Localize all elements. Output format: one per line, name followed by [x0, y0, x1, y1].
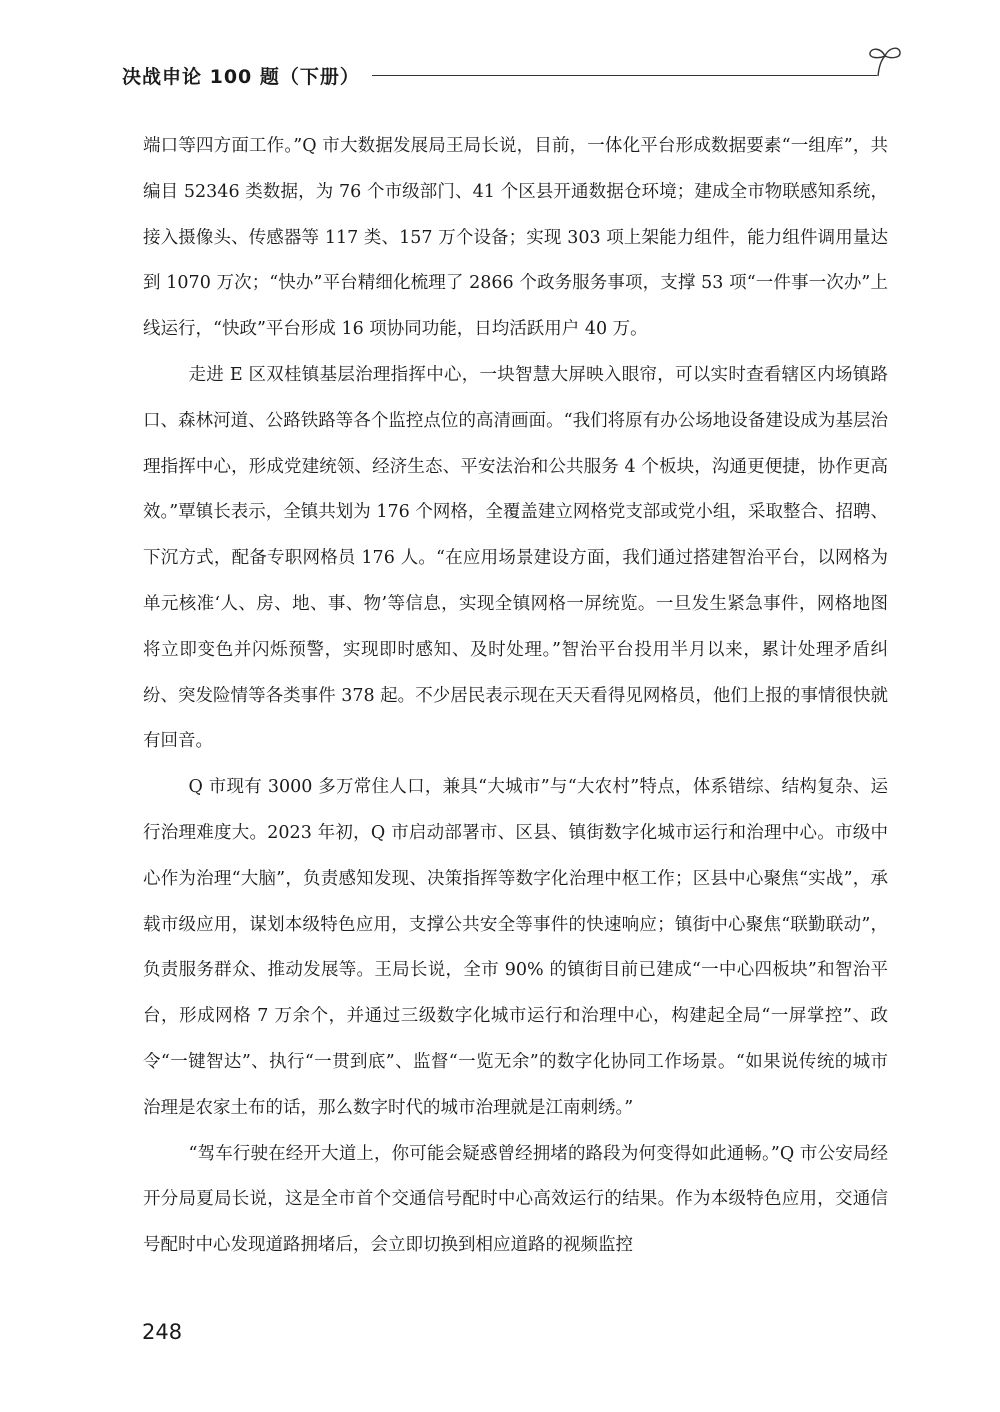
paragraph-1: 端口等四方面工作。”Q 市大数据发展局王局长说，目前，一体化平台形成数据要素“一组库”，共编目 52346 类数据，为 76 个市级部门、41 个区县开通数据仓环境；建成全市物联感知系统，接入摄像头、传感器等 117 类、157 万个设备；实现 303 项上架能力组件，能力组件调用量达到 1070 万次；“快办”平台精细化梳理了 2866 个政务服务事项，支撑 53 项“一件事一次办”上线运行，“快政”平台形成 16 项协同功能，日均活跃用户 40 万。	[143, 136, 888, 340]
header-rule	[372, 75, 877, 76]
leaf-sprout-icon	[864, 42, 904, 78]
page-number: 248	[142, 1320, 183, 1344]
paragraph-2: 走进 E 区双桂镇基层治理指挥中心，一块智慧大屏映入眼帘，可以实时查看辖区内场镇路口、森林河道、公路铁路等各个监控点位的高清画面。“我们将原有办公场地设备建设成为基层治理指挥中心，形成党建统领、经济生态、平安法治和公共服务 4 个板块，沟通更便捷，协作更高效。”覃镇长表示，全镇共划为 176 个网格，全覆盖建立网格党支部或党小组，采取整合、招聘、下沉方式，配备专职网格员 176 人。“在应用场景建设方面，我们通过搭建智治平台，以网格为单元核准‘人、房、地、事、物’等信息，实现全镇网格一屏统览。一旦发生紧急事件，网格地图将立即变色并闪烁预警，实现即时感知、及时处理。”智治平台投用半月以来，累计处理矛盾纠纷、突发险情等各类事件 378 起。不少居民表示现在天天看得见网格员，他们上报的事情很快就有回音。	[143, 364, 888, 752]
running-header	[122, 60, 902, 96]
paragraph-4: “驾车行驶在经开大道上，你可能会疑惑曾经拥堵的路段为何变得如此通畅。”Q 市公安局经开分局夏局长说，这是全市首个交通信号配时中心高效运行的结果。作为本级特色应用，交通信号配时中心发现道路拥堵后，会立即切换到相应道路的视频监控	[143, 1143, 888, 1256]
body-text	[143, 124, 888, 1269]
book-title: 决战申论 100 题（下册）	[122, 66, 360, 88]
paragraph-3: Q 市现有 3000 多万常住人口，兼具“大城市”与“大农村”特点，体系错综、结构复杂、运行治理难度大。2023 年初，Q 市启动部署市、区县、镇街数字化城市运行和治理中心。市级中心作为治理“大脑”，负责感知发现、决策指挥等数字化治理中枢工作；区县中心聚焦“实战”，承载市级应用，谋划本级特色应用，支撑公共安全等事件的快速响应；镇街中心聚焦“联勤联动”，负责服务群众、推动发展等。王局长说，全市 90% 的镇街目前已建成“一中心四板块”和智治平台，形成网格 7 万余个，并通过三级数字化城市运行和治理中心，构建起全局“一屏掌控”、政令“一键智达”、执行“一贯到底”、监督“一览无余”的数字化协同工作场景。“如果说传统的城市治理是农家土布的话，那么数字时代的城市治理就是江南刺绣。”	[143, 777, 888, 1118]
